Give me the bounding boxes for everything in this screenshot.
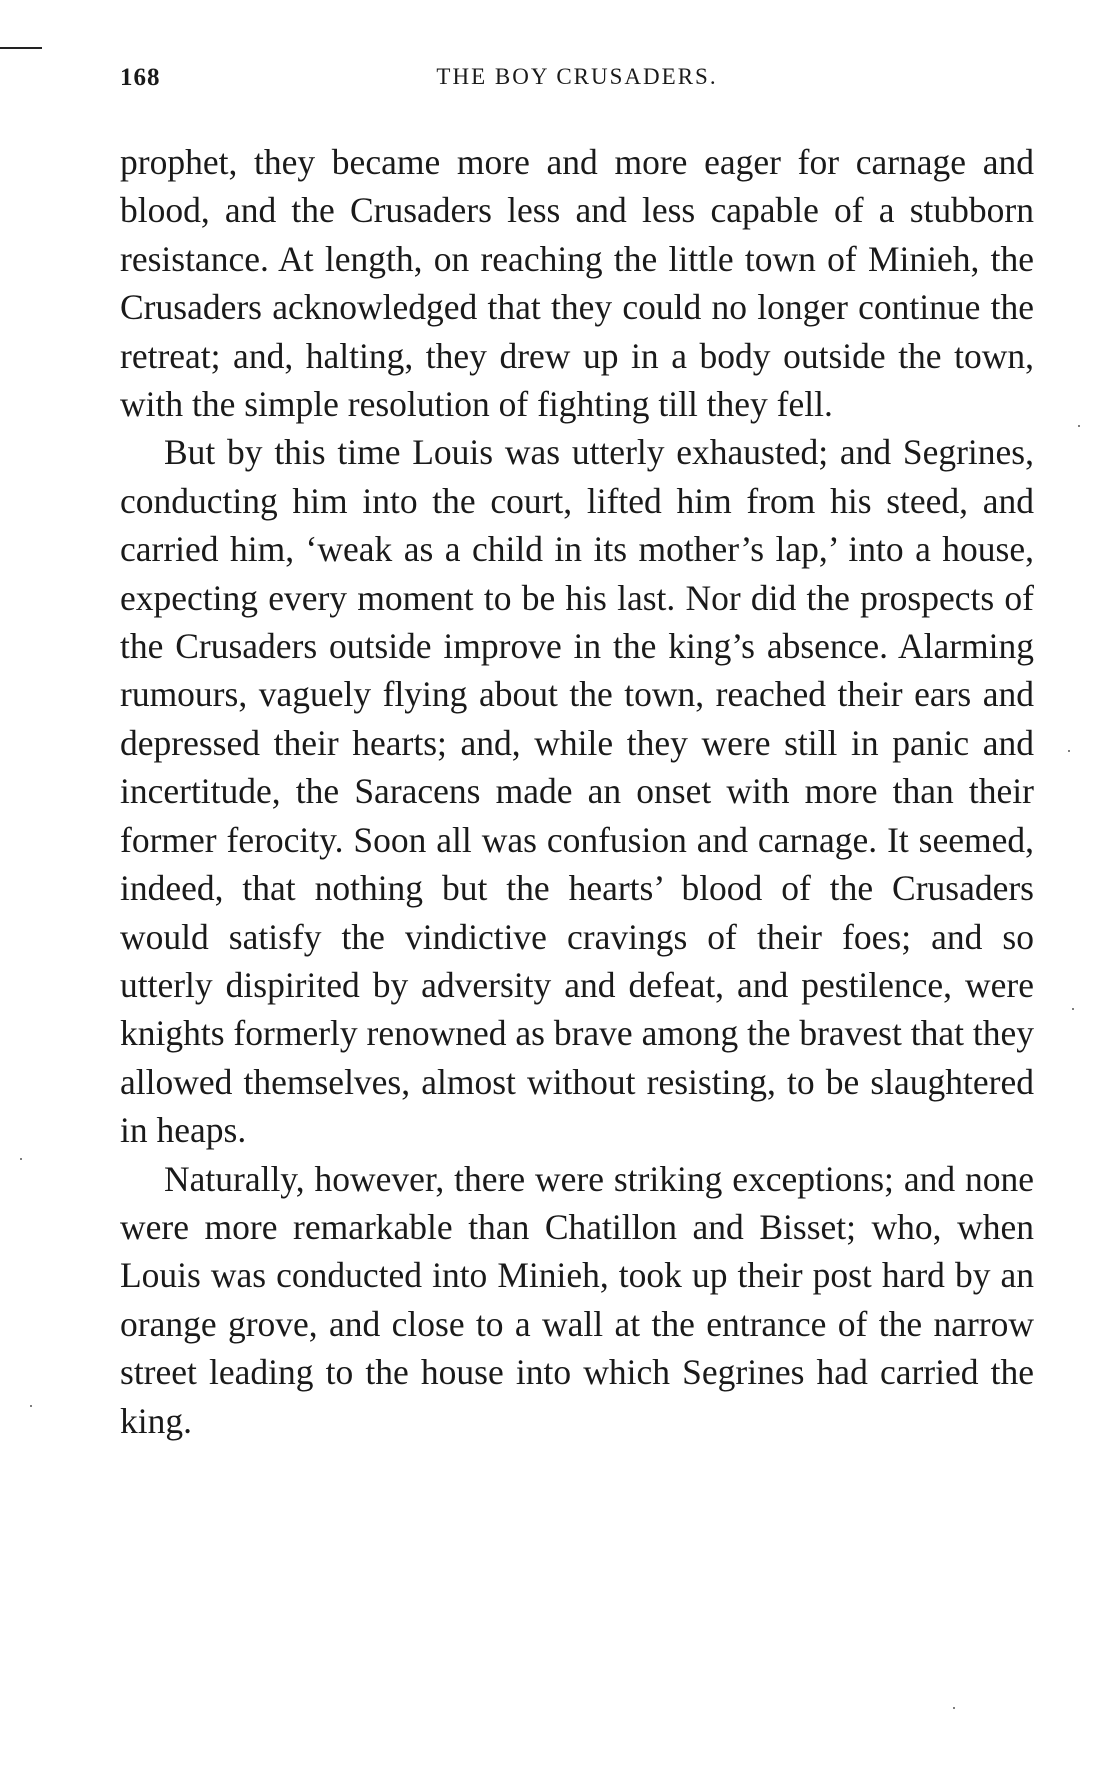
paragraph-1: prophet, they became more and more eager for carnage and blood, and the Crusaders less and less capable of a stubborn resistance. At length, on reaching the little town of Minieh, the Crusaders acknowledged that they could no longer continue the retreat; and, halting, they drew up in a body outside the town, with the simple resolution of fighting till they fell. [120, 142, 1034, 425]
paragraph-2: But by this time Louis was utterly exhausted; and Segrines, conducting him into the court, lifted him from his steed, and carried him, ‘weak as a child in its mother’s lap,’ into a house, expecting every moment to be his last. Nor did the prospects of the Crusaders outside improve in the king’s absence. Alarming rumours, vaguely flying about the town, reached their ears and depressed their hearts; and, while they were still in panic and incertitude, the Saracens made an onset with more than their former ferocity. Soon all was confusion and carnage. It seemed, indeed, that nothing but the hearts’ blood of the Crusaders would satisfy the vindictive cravings of their foes; and so utterly dispirited by adversity and defeat, and pestilence, were knights formerly renowned as brave among the bravest that they allowed themselves, almost without resisting, to be slaughtered in heaps. [120, 432, 1034, 1151]
paper-speck [20, 1158, 22, 1160]
paper-speck [953, 1707, 955, 1709]
paper-speck [1078, 425, 1080, 427]
running-title: THE BOY CRUSADERS. [436, 64, 718, 89]
page-number: 168 [120, 64, 161, 91]
paper-speck [30, 1405, 32, 1407]
paper-speck [1072, 1008, 1074, 1010]
paper-speck [1068, 750, 1070, 752]
page-header [120, 64, 1034, 104]
edge-rule [0, 47, 42, 49]
body-text [120, 138, 1034, 1445]
paragraph-3: Naturally, however, there were striking exceptions; and none were more remarkable than Chatillon and Bisset; who, when Louis was conducted into Minieh, took up their post hard by an orange grove, and close to a wall at the entrance of the narrow street leading to the house into which Segrines had carried the king. [120, 1158, 1034, 1441]
